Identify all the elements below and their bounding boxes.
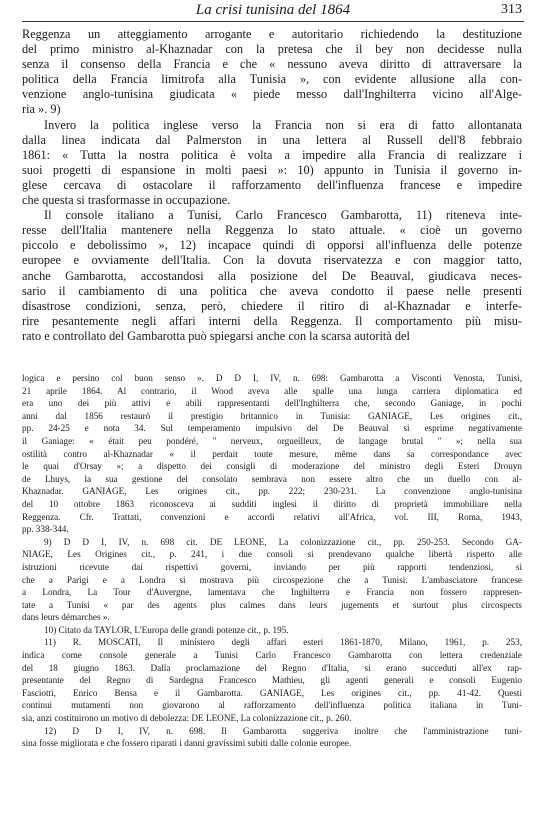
body-line: rire pesantemente negli affari interni della Reggenza. Il comportamento più misu- — [22, 313, 522, 328]
body-line: ria ». 9) — [22, 102, 61, 117]
body-line: suoi progetti di espansione in molti paesi »: 10) appunto in Tunisia il governo in- — [22, 162, 522, 177]
body-line: glese cercava di ostacolare il rafforzamento dell'influenza francese e impedire — [22, 177, 522, 192]
footnote-line: tate a Tunisi « par des agents plus calmes dans leurs jugements et surtout plus circospects — [22, 599, 522, 610]
footnote-line: pp. 338-344. — [22, 524, 69, 535]
body-line: che questa si trasformasse in occupazione. — [22, 193, 231, 208]
page-number: 313 — [501, 2, 522, 17]
main-text — [22, 27, 522, 344]
footnotes — [22, 372, 522, 750]
footnote-line: pp. 24-25 e nota 34. Sul temperamento impulsivo del De Beauval si esprime negativamente — [22, 423, 522, 434]
footnote-line: Reggenza. Cfr. Trattati, convenzioni e accordi relativi all'Africa, vol. III, Roma, 1943, — [22, 511, 522, 522]
footnote-line: era uno dei più attivi e abili rappresentanti dell'Inghilterra che, secondo Ganiage, in pochi — [22, 398, 522, 409]
footnote-line: dans leurs démarches ». — [22, 612, 110, 623]
body-line: disastrose condizioni, senza, però, chiedere il ritiro di al-Khaznadar e interfe- — [22, 298, 522, 313]
footnote-separator — [22, 366, 522, 367]
footnote-line: Fasciotti, Enrico Bensa e il Gambarotta. GANIAGE, Les origines cit., pp. 41-42. Questi — [22, 687, 522, 698]
footnote-line: sia, anzi costituirono un motivo di debolezza: DE LEONE, La colonizzazione cit., p. 260. — [22, 713, 352, 724]
footnote-line: 21 aprile 1864. Al contrario, il Wood aveva alle spalle una lunga carriera diplomatica ed — [22, 385, 522, 396]
footnote-line: il Ganiage: « était peu pondéré, " nerveux, orgueilleux, de langage brutal " »; nella sua — [22, 435, 522, 446]
running-header — [22, 0, 524, 22]
body-line: 1861: « Tutta la nostra politica è volta a impedire alla Francia di realizzare i — [22, 147, 522, 162]
body-line: Il console italiano a Tunisi, Carlo Francesco Gambarotta, 11) riteneva inte- — [44, 208, 522, 223]
body-line: sario il cambiamento di una politica che aveva condotto il paese nelle presenti — [22, 283, 522, 298]
footnote-line: presentante del Regno di Sardegna Francesco Mathieu, gli agenti generali e consoli Eugenio — [22, 675, 522, 686]
body-line: Invero la politica inglese verso la Francia non si era di fatto allontanata — [44, 117, 522, 132]
body-line: del primo ministro al-Khaznadar con la pretesa che il bey non decidesse nulla — [22, 42, 522, 57]
body-line: piccolo e debolissimo », 12) incapace quindi di opporsi all'influenza delle potenze — [22, 238, 522, 253]
footnote-line: de Lhuys, la sua gestione del consolato sembrava non essere altro che un duello con al- — [22, 473, 522, 484]
footnote-line: NIAGE, Les Origines cit., p. 241, i due consoli si prendevano qualche libertà rispetto alle — [22, 549, 522, 560]
body-line: rato e controllato del Gambarotta può spiegarsi anche con la scarsa autorità del — [22, 328, 410, 343]
body-line: dalla linea indicata dal Palmerston in una lettera al Russell dell'8 febbraio — [22, 132, 522, 147]
footnote-line: continui mutamenti non giovarono al rafforzamento dell'influenza politica italiana in Tuni- — [22, 700, 522, 711]
footnote-line: indica come console generale a Tunisi Carlo Francesco Gambarotta con lettera credenziale — [22, 650, 522, 661]
footnote-line: 12) D D I, IV, n. 698. Il Gambarotta suggeriva inoltre che l'amministrazione tuni- — [44, 725, 522, 736]
body-line: europee e ovviamente dell'Italia. Con la dovuta riservatezza e con maggior tatto, — [22, 253, 522, 268]
footnote-line: del 10 ottobre 1863 riconosceva ai sudditi inglesi il diritto di proprietà immobiliare nella — [22, 498, 522, 509]
footnote-line: sina fosse migliorata e che fossero riparati i danni gravissimi subiti dalle colonie europee. — [22, 738, 352, 749]
footnote-line: a Londra, La Tour d'Auvergne, lamentava che Inghilterra e Francia non fossero rappresen- — [22, 587, 522, 598]
footnote-line: anni dal 1856 restaurò il prestigio britannico in Tunisia: GANIAGE, Les origines cit., — [22, 410, 522, 421]
body-line: resse dell'Italia mantenere nella Reggenza lo stato attuale. « cioè un governo — [22, 223, 522, 238]
header-rule — [22, 21, 524, 22]
footnote-line: logica e persino col buon senso ». D D I, IV, n. 698: Gambarotta a Visconti Venosta, Tunisi, — [22, 373, 522, 383]
body-line: senza il consenso della Francia e che « nessuno aveva diritto di attraversare la — [22, 57, 522, 72]
footnote-line: 9) D D I, IV, n. 698 cit. DE LEONE, La colonizzazione cit., pp. 250-253. Secondo GA- — [44, 536, 522, 547]
footnote-line: 10) Citato da TAYLOR, L'Europa delle grandi potenze cit., p. 195. — [44, 624, 289, 635]
body-line: Reggenza un atteggiamento arrogante e autoritario richiedendo la destituzione — [22, 27, 522, 41]
footnote-line: Khaznadar. GANIAGE, Les origines cit., pp. 222; 230-231. La convenzione anglo-tunisina — [22, 486, 522, 497]
body-line: politica della Francia limitrofa alla Tunisia », con evidente allusione alla con- — [22, 72, 522, 87]
footnote-line: istruzioni ricevute dai rispettivi governi, inviando per più rapporti tendenziosi, sì — [22, 561, 522, 572]
body-line: anche Gambarotta, accostandosi alla posizione del De Beauval, giudicava neces- — [22, 268, 522, 283]
running-title: La crisi tunisina del 1864 — [195, 2, 351, 18]
footnote-line: 11) R. MOSCATI, Il ministero degli affari esteri 1861-1870, Milano, 1961, p. 253, — [44, 637, 522, 648]
footnote-line: ostilità contro al-Khaznadar « il perdait toute mesure, même dans sa correspondance avec — [22, 448, 522, 459]
footnote-line: che a Parigi e a Londra si mostrava più circospezione che a Tunisi. L'ambasciatore francese — [22, 574, 522, 585]
footnote-line: del 18 giugno 1863. Dalla proclamazione del Regno d'Italia, si erano succeduti all'ex rap- — [22, 662, 522, 673]
body-line: venzione anglo-tunisina giudicata « piede messo dall'Inghilterra vicino all'Alge- — [22, 87, 522, 102]
footnote-line: le quai d'Orsay »; a dispetto dei consigli di moderazione del ministro degli Esteri Drouyn — [22, 461, 522, 472]
